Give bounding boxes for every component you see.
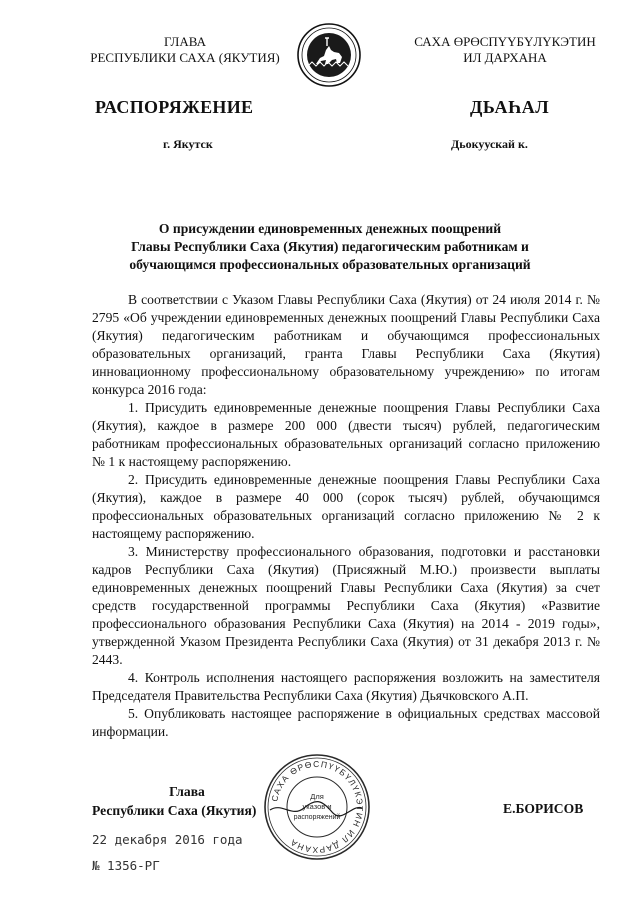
issuer-block-sah (370, 34, 640, 66)
issuer-line-1: ГЛАВА (164, 34, 206, 49)
clause-2: 2. Присудить единовременные денежные поощрения Главы Республики Саха (Якутия), каждое в размере 40 000 (сорок тысяч) рублей, обучающимся профессиональных образовательных организаций согласно приложению № 2 к настоящему распоряжению. (92, 472, 600, 541)
signatory-position-line-1: Глава (169, 784, 205, 799)
subject-line-2: Главы Республики Саха (Якутия) педагогическим работникам и (131, 239, 529, 254)
city-ru: г. Якутск (163, 137, 213, 151)
clause-3: 3. Министерству профессионального образования, подготовки и расстановки кадров Республики Саха (Якутия) (Присяжный М.Ю.) произвести выплаты единовременных денежных поощрений Главы Республики Саха (Якутия) за счет средств государственной программы Республики Саха (Якутия) «Развитие профессионального образования Республики Саха (Якутия) на 2014 - 2019 годы», утвержденной Указом Президента Республики Саха (Якутия) от 31 декабря 2013 г. № 2443. (92, 544, 600, 667)
issuer-line-2: РЕСПУБЛИКИ САХА (ЯКУТИЯ) (90, 50, 280, 65)
subject-line-1: О присуждении единовременных денежных поощрений (158, 221, 502, 236)
preamble-paragraph: В соответствии с Указом Главы Республики Саха (Якутия) от 24 июля 2014 г. № 2795 «Об учреждении единовременных денежных поощрений Главы Республики Саха (Якутия) педагогическим работникам и обучающимся профессиональных образовательных организаций, гранта Главы Республики Саха (Якутия) инновационному профессиональному образовательному учреждению» по итогам конкурса 2016 года: (92, 292, 600, 397)
city-sah: Дьокуускай к. (451, 137, 528, 151)
document-type-sah: ДЬАҺАЛ (470, 97, 550, 117)
document-type-ru: РАСПОРЯЖЕНИЕ (95, 97, 254, 117)
stamp-center-line-3: распоряжений (293, 814, 341, 821)
document-subject (92, 220, 568, 274)
signatory-position (92, 782, 282, 820)
issuer-line-1-sah: САХА ӨРӨСПҮҮБҮЛҮКЭТИН (414, 34, 596, 49)
issuer-block-ru (60, 34, 310, 66)
signatory-position-line-2: Республики Саха (Якутия) (92, 803, 257, 818)
signatory-name: Е.БОРИСОВ (503, 801, 584, 816)
document-number: № 1356-РГ (92, 858, 160, 873)
clause-5: 5. Опубликовать настоящее распоряжение в официальных средствах массовой информации. (92, 706, 600, 739)
coat-of-arms-emblem (296, 22, 362, 88)
document-date: 22 декабря 2016 года (92, 832, 243, 847)
subject-line-3: обучающимся профессиональных образовательных организаций (129, 257, 531, 272)
official-seal-stamp (262, 752, 372, 862)
issuer-line-2-sah: ИЛ ДАРХАНА (463, 50, 547, 65)
clause-1: 1. Присудить единовременные денежные поощрения Главы Республики Саха (Якутия), каждое в размере 200 000 (двести тысяч) рублей, педагогическим работникам профессиональных образовательных организаций согласно приложению № 1 к настоящему распоряжению. (92, 400, 600, 469)
clause-4: 4. Контроль исполнения настоящего распоряжения возложить на заместителя Председателя Правительства Республики Саха (Якутия) Дьячковского А.П. (92, 670, 600, 703)
document-body (92, 291, 600, 741)
stamp-center-line-1: Для (310, 792, 324, 801)
stamp-ring-text: САХА ӨРӨСПҮҮБҮЛҮКЭТИН ИЛ ДАРХАНА (269, 758, 366, 856)
stamp-center-line-2: указов и (302, 802, 332, 811)
